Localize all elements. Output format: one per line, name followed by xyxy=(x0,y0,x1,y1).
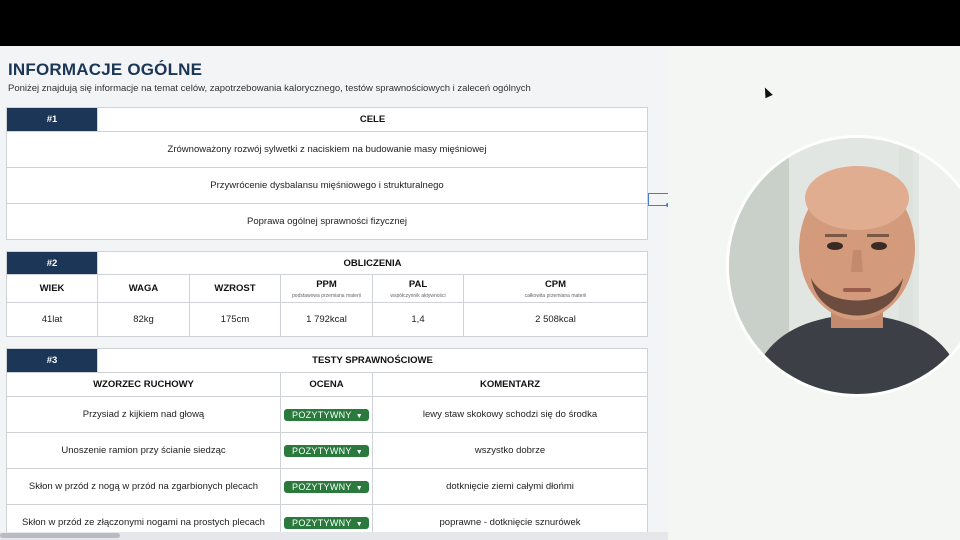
section-heading: OBLICZENIA xyxy=(98,252,648,275)
movement-pattern: Skłon w przód z nogą w przód na zgarbionych plecach xyxy=(7,469,281,505)
chevron-down-icon: ▼ xyxy=(355,412,363,420)
comment: dotknięcie ziemi całymi dłońmi xyxy=(373,469,648,505)
goal-item: Zrównoważony rozwój sylwetki z naciskiem na budowanie masy mięśniowej xyxy=(7,132,648,168)
column-header-weight: WAGA xyxy=(98,275,190,303)
column-header-height: WZROST xyxy=(190,275,281,303)
table-row xyxy=(7,433,648,469)
movement-pattern: Unoszenie ramion przy ścianie siedząc xyxy=(7,433,281,469)
goal-item: Przywrócenie dysbalansu mięśniowego i strukturalnego xyxy=(7,168,648,204)
column-header-pal-sub: współczynnik aktywności xyxy=(390,292,446,299)
section-number: #2 xyxy=(7,252,98,275)
comment: lewy staw skokowy schodzi się do środka xyxy=(373,397,648,433)
chevron-down-icon: ▼ xyxy=(355,520,363,528)
rating-dropdown[interactable]: POZYTYWNY ▼ xyxy=(284,481,369,493)
section-number: #1 xyxy=(7,108,98,132)
page-subtitle: Poniżej znajdują się informacje na temat celów, zapotrzebowania kalorycznego, testów sprawnościowych i zaleceń ogólnych xyxy=(8,83,531,94)
fitness-tests-table xyxy=(6,348,648,540)
value-pal: 1,4 xyxy=(373,303,464,337)
section-number: #3 xyxy=(7,349,98,373)
rating-dropdown[interactable]: POZYTYWNY ▼ xyxy=(284,445,369,457)
value-ppm: 1 792kcal xyxy=(281,303,373,337)
value-age: 41lat xyxy=(7,303,98,337)
goals-table xyxy=(6,107,648,240)
top-black-bar xyxy=(0,0,960,46)
presenter-video-image xyxy=(729,138,960,394)
movement-pattern: Skłon w przód ze złączonymi nogami na prostych plecach xyxy=(7,505,281,540)
rating-cell xyxy=(281,397,373,433)
column-header-age: WIEK xyxy=(7,275,98,303)
scrollbar-thumb[interactable] xyxy=(0,533,120,538)
table-row xyxy=(7,397,648,433)
rating-dropdown[interactable]: POZYTYWNY ▼ xyxy=(284,517,369,529)
column-header-pattern: WZORZEC RUCHOWY xyxy=(7,373,281,397)
section-heading: TESTY SPRAWNOŚCIOWE xyxy=(98,349,648,373)
goal-item: Poprawa ogólnej sprawności fizycznej xyxy=(7,204,648,240)
chevron-down-icon: ▼ xyxy=(355,484,363,492)
value-height: 175cm xyxy=(190,303,281,337)
value-cpm: 2 508kcal xyxy=(464,303,648,337)
rating-dropdown[interactable]: POZYTYWNY ▼ xyxy=(284,409,369,421)
value-weight: 82kg xyxy=(98,303,190,337)
column-header-ppm-sub: podstawowa przemiana materii xyxy=(292,292,361,299)
comment: wszystko dobrze xyxy=(373,433,648,469)
comment: poprawne - dotknięcie sznurówek xyxy=(373,505,648,540)
column-header-comment: KOMENTARZ xyxy=(373,373,648,397)
calculations-table xyxy=(6,251,648,337)
column-header-cpm: CPM całkowita przemiana materii xyxy=(464,275,648,303)
column-header-ppm: PPM podstawowa przemiana materii xyxy=(281,275,373,303)
section-heading: CELE xyxy=(98,108,648,132)
column-header-rating: OCENA xyxy=(281,373,373,397)
column-header-pal: PAL współczynnik aktywności xyxy=(373,275,464,303)
movement-pattern: Przysiad z kijkiem nad głową xyxy=(7,397,281,433)
document-page xyxy=(0,46,668,540)
rating-cell xyxy=(281,469,373,505)
table-row xyxy=(7,469,648,505)
rating-cell xyxy=(281,433,373,469)
page-title: INFORMACJE OGÓLNE xyxy=(8,60,203,79)
chevron-down-icon: ▼ xyxy=(355,448,363,456)
column-header-cpm-sub: całkowita przemiana materii xyxy=(524,292,587,299)
